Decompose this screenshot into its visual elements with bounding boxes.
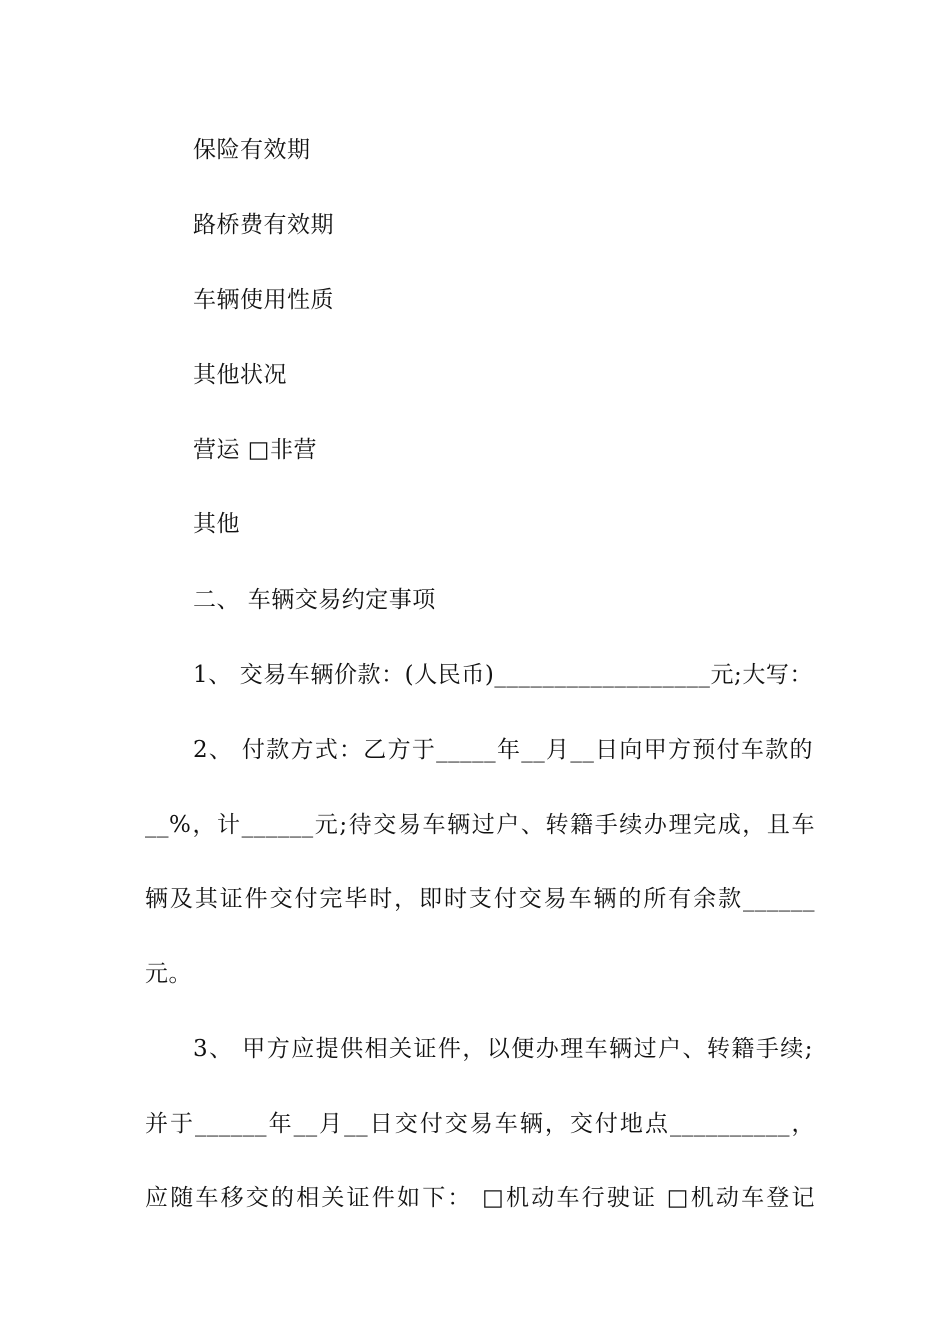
clause-2-payment-cont-1: __%，计______元;待交易车辆过户、转籍手续办理完成，且车 — [145, 812, 815, 838]
toll-validity-label: 路桥费有效期 — [193, 212, 334, 238]
operation-type-options: 营运 □非营 — [193, 437, 318, 463]
clause-2-payment: 2、 付款方式：乙方于_____年__月__日向甲方预付车款的 — [193, 737, 813, 763]
clause-2-payment-cont-2: 辆及其证件交付完毕时，即时支付交易车辆的所有余款______ — [145, 886, 815, 912]
vehicle-usage-label: 车辆使用性质 — [193, 287, 334, 313]
other-label: 其他 — [193, 511, 240, 537]
section-heading: 二、 车辆交易约定事项 — [193, 587, 436, 613]
clause-3-documents-cont-2: 应随车移交的相关证件如下： □机动车行驶证 □机动车登记 — [145, 1185, 815, 1211]
clause-2-payment-cont-3: 元。 — [145, 961, 192, 987]
other-status-label: 其他状况 — [193, 362, 287, 388]
insurance-validity-label: 保险有效期 — [193, 137, 311, 163]
clause-3-documents: 3、 甲方应提供相关证件，以便办理车辆过户、转籍手续; — [193, 1036, 813, 1062]
clause-1-price: 1、 交易车辆价款：(人民币)__________________元;大写： — [193, 662, 813, 688]
clause-3-documents-cont-1: 并于______年__月__日交付交易车辆，交付地点__________， — [145, 1111, 815, 1137]
